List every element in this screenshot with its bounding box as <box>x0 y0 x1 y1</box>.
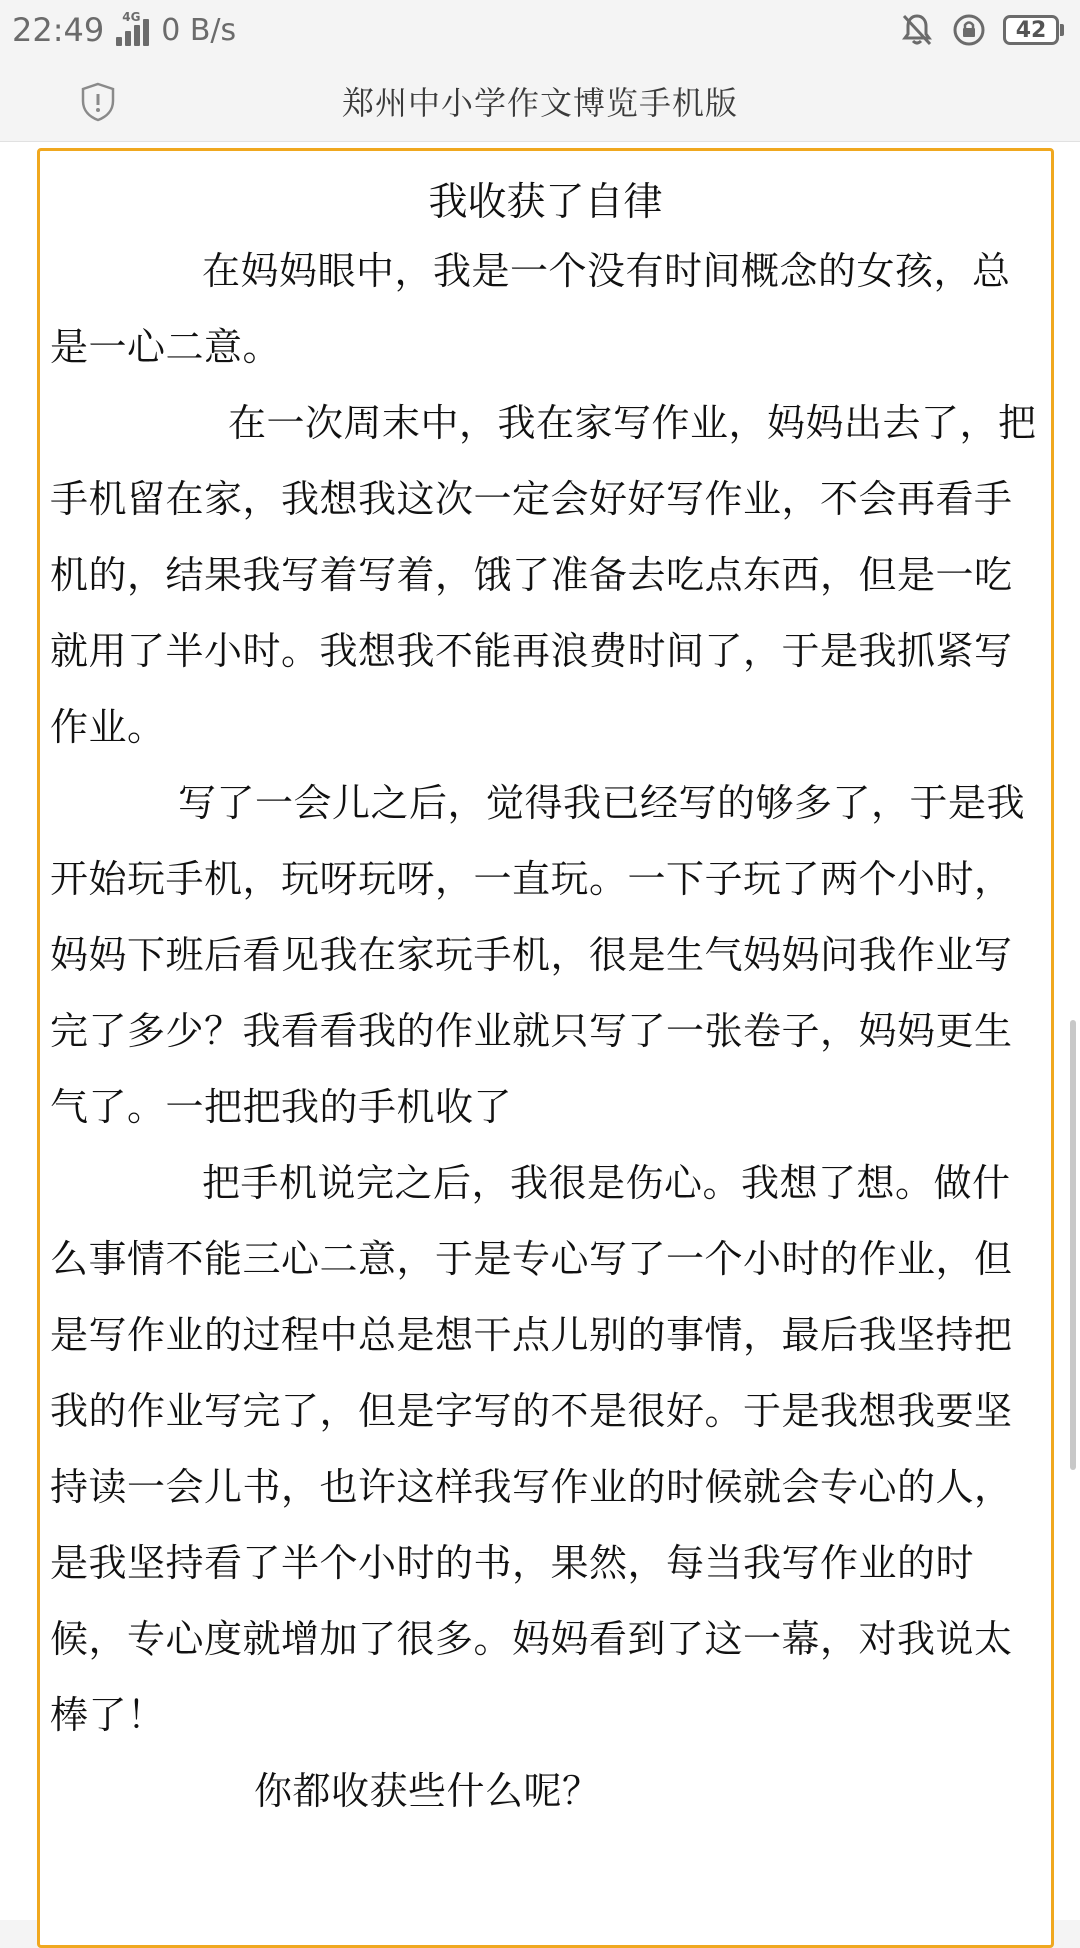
shield-icon[interactable] <box>78 80 118 124</box>
battery-icon <box>1003 15 1064 45</box>
battery-level: 42 <box>1003 15 1059 45</box>
browser-title-bar <box>0 60 1080 142</box>
page-title: 郑州中小学作文博览手机版 <box>341 83 738 122</box>
status-time: 22:49 <box>12 11 105 49</box>
bell-muted-icon <box>899 12 935 48</box>
article-title: 我收获了自律 <box>428 180 663 225</box>
article-paragraph: 在妈妈眼中，我是一个没有时间概念的女孩，总是一心二意。 <box>50 249 1011 369</box>
content-area[interactable] <box>0 142 1080 1920</box>
status-left-group <box>12 11 236 49</box>
scrollbar-thumb[interactable] <box>1070 1020 1076 1470</box>
network-type-label: 4G <box>122 10 141 24</box>
signal-icon <box>116 10 149 46</box>
status-right-group <box>899 12 1064 48</box>
rotation-lock-icon <box>951 12 987 48</box>
article-frame <box>37 148 1054 1948</box>
network-speed: 0 B/s <box>161 12 237 48</box>
scrollbar-track[interactable] <box>1070 160 1076 1920</box>
article-paragraph: 写了一会儿之后，觉得我已经写的够多了，于是我开始玩手机，玩呀玩呀，一直玩。一下子玩了两个小时，妈妈下班后看见我在家玩手机，很是生气妈妈问我作业写完了多少？我看看我的作业就只写了一张卷子，妈妈更生气了。一把把我的手机收了 <box>50 781 1026 1129</box>
article-body <box>50 233 1045 1829</box>
article-paragraph: 你都收获些什么呢？ <box>254 1769 601 1813</box>
status-bar <box>0 0 1080 60</box>
article-paragraph: 把手机说完之后，我很是伤心。我想了想。做什么事情不能三心二意，于是专心写了一个小时的作业，但是写作业的过程中总是想干点儿别的事情，最后我坚持把我的作业写完了，但是字写的不是很好。于是我想我要坚持读一会儿书，也许这样我写作业的时候就会专心的人，是我坚持看了半个小时的书，果然，每当我写作业的时候，专心度就增加了很多。妈妈看到了这一幕，对我说太棒了！ <box>50 1161 1013 1737</box>
article-paragraph: 在一次周末中，我在家写作业，妈妈出去了，把手机留在家，我想我这次一定会好好写作业，不会再看手机的，结果我写着写着，饿了准备去吃点东西，但是一吃就用了半小时。我想我不能再浪费时间了，于是我抓紧写作业。 <box>50 401 1037 749</box>
